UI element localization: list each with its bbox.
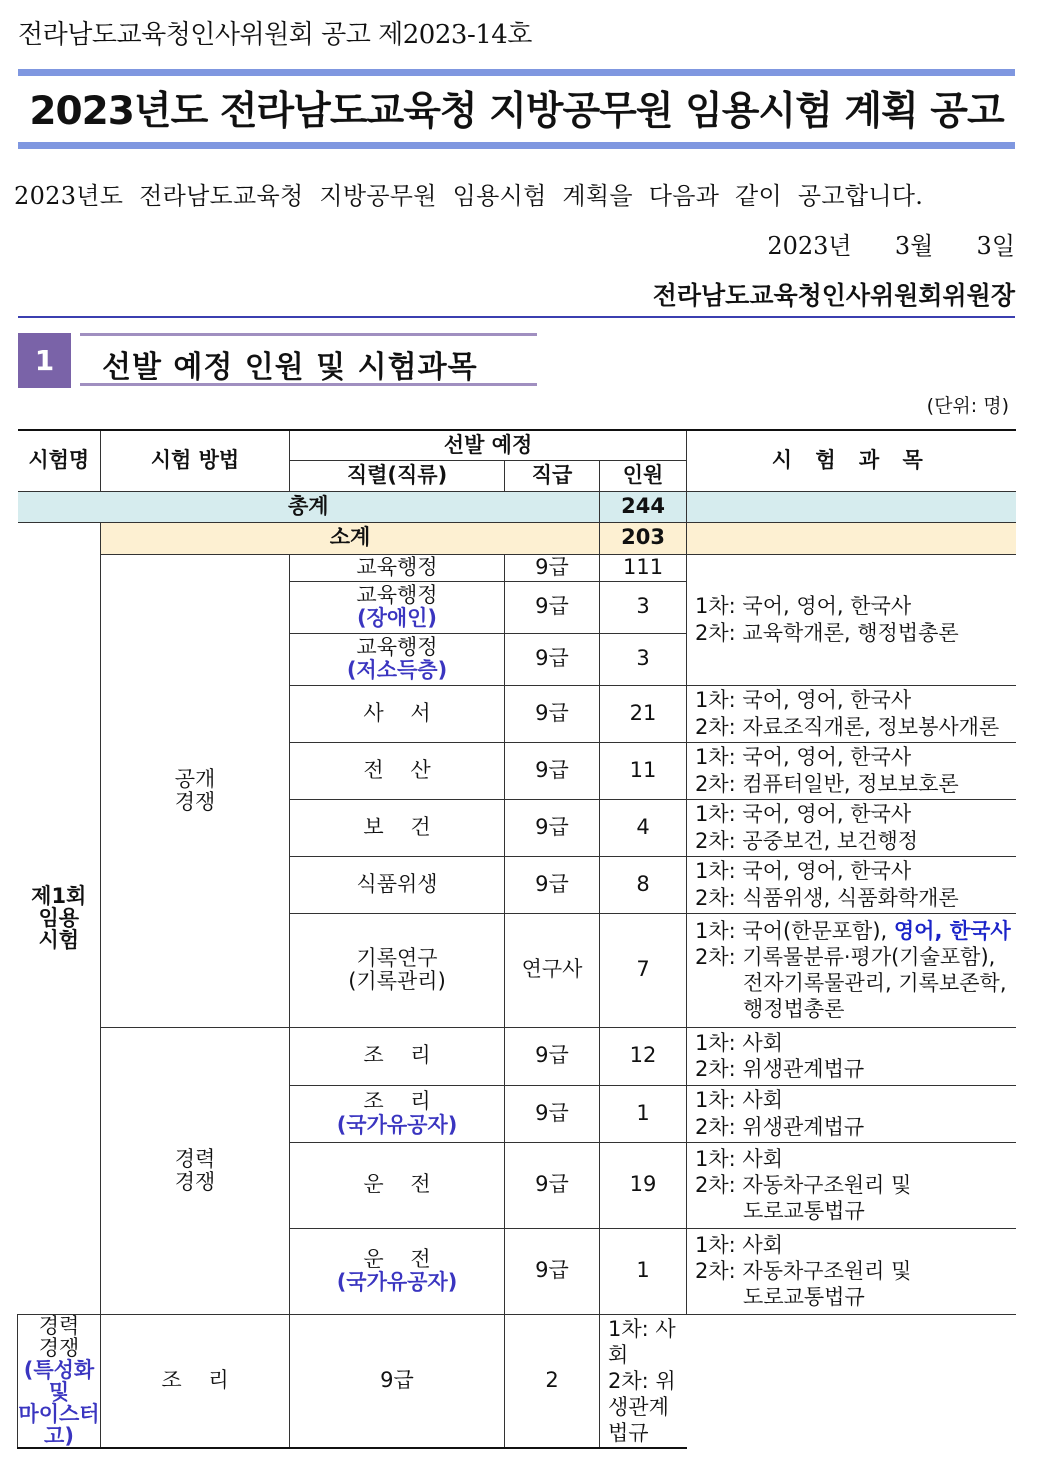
- count-cell: 111: [600, 554, 687, 581]
- position-cell: 식품위생: [290, 856, 505, 913]
- position-cell: [290, 554, 505, 581]
- subject-line: 2차: 자동차구조원리 및: [695, 1172, 912, 1197]
- position-name: 운 전: [363, 1246, 431, 1271]
- total-label: 총계: [18, 491, 600, 522]
- subjects-cell: [687, 685, 1016, 742]
- position-cell: 보 건: [290, 799, 505, 856]
- grade-cell: 9급: [505, 554, 600, 581]
- subject-line: 2차: 위생관계법규: [608, 1368, 676, 1445]
- subtotal-row: [18, 522, 1016, 554]
- method-career: 경력 경쟁: [101, 1027, 290, 1314]
- title-top-rule: [18, 69, 1015, 76]
- grade-cell: 9급: [290, 1314, 505, 1448]
- exam-round: 제1회 임용 시험: [18, 522, 101, 1314]
- subjects-cell: [600, 1314, 687, 1448]
- subject-line: 2차: 위생관계법규: [695, 1057, 865, 1081]
- grade-cell: 9급: [505, 1142, 600, 1228]
- subject-line: 1차: 국어, 영어, 한국사: [695, 688, 912, 713]
- method-open: 공개 경쟁: [101, 554, 290, 1027]
- subject-continuation: 도로교통법규: [743, 1285, 865, 1310]
- subject-line: 1차: 사회: [608, 1316, 676, 1367]
- count-cell: 3: [600, 581, 687, 633]
- grade-cell: 9급: [505, 1228, 600, 1314]
- position-note: (국가유공자): [336, 1270, 458, 1294]
- position-name: 기록연구: [356, 945, 438, 970]
- header-count: 인원: [600, 460, 687, 491]
- subject-line: 2차: 컴퓨터일반, 정보보호론: [695, 771, 959, 796]
- grade-cell: 9급: [505, 856, 600, 913]
- header-position: 직렬(직류): [290, 460, 505, 491]
- count-cell: 21: [600, 685, 687, 742]
- header-planned: 선발 예정: [290, 430, 687, 460]
- position-name: 교육행정: [356, 582, 438, 607]
- document-title: 2023년도 전라남도교육청 지방공무원 임용시험 계획 공고: [29, 89, 1004, 134]
- position-note: (국가유공자): [336, 1112, 458, 1137]
- intro-text: 2023년도 전라남도교육청 지방공무원 임용시험 계획을 다음과 같이 공고합니다.: [14, 182, 924, 210]
- notice-date: 2023년 3월 3일: [767, 232, 1015, 260]
- subject-line: 2차: 공중보건, 보건행정: [695, 828, 919, 853]
- header-subjects: 시 험 과 목: [687, 430, 1016, 491]
- position-cell: [290, 1228, 505, 1314]
- table-row: [18, 554, 1016, 581]
- count-cell: 4: [600, 799, 687, 856]
- section-number: 1: [18, 333, 71, 388]
- subject-part: 1차: 국어(한문포함),: [695, 918, 894, 943]
- subject-line: 2차: 기록물분류·평가(기술포함),: [695, 944, 996, 969]
- subjects-cell: [687, 1142, 1016, 1228]
- position-note: (장애인): [356, 606, 438, 630]
- position-cell: [290, 1085, 505, 1142]
- position-note: (저소득층): [346, 658, 448, 682]
- position-name: 조 리: [363, 1089, 431, 1114]
- unit-note: (단위: 명): [926, 395, 1009, 417]
- subject-line: 1차: 국어, 영어, 한국사: [695, 594, 912, 619]
- position-cell: 조 리: [290, 1027, 505, 1085]
- count-cell: 1: [600, 1085, 687, 1142]
- position-cell: [290, 913, 505, 1027]
- subjects-cell: [687, 554, 1016, 685]
- method-special: [18, 1314, 101, 1448]
- position-cell: [290, 633, 505, 685]
- method-special-label: 경력 경쟁: [38, 1313, 80, 1360]
- subject-line: 1차: 사회: [695, 1030, 784, 1055]
- subject-line: [695, 918, 1016, 944]
- subtotal-label: 소계: [101, 522, 600, 554]
- count-cell: 8: [600, 856, 687, 913]
- method-special-note: (특성화 및 마이스터고): [18, 1357, 100, 1448]
- subject-line: 2차: 자동차구조원리 및: [695, 1258, 912, 1283]
- count-cell: 1: [600, 1228, 687, 1314]
- subject-part-highlight: 영어, 한국사: [893, 918, 1011, 943]
- subject-line: 1차: 사회: [695, 1088, 784, 1113]
- header-method: 시험 방법: [101, 430, 290, 491]
- count-cell: 12: [600, 1027, 687, 1085]
- subject-line: [695, 1198, 1016, 1224]
- grade-cell: 9급: [505, 633, 600, 685]
- table-row: [18, 1314, 1016, 1448]
- subject-line: 1차: 국어, 영어, 한국사: [695, 802, 912, 827]
- title-bottom-rule: [18, 142, 1015, 149]
- issuer-rule: [18, 316, 1015, 318]
- subject-line: [695, 996, 1016, 1022]
- header-grade: 직급: [505, 460, 600, 491]
- subject-line: 1차: 국어, 영어, 한국사: [695, 859, 912, 884]
- subject-line: 1차: 사회: [695, 1232, 784, 1257]
- subjects-cell: [687, 742, 1016, 799]
- position-name: 교육행정: [356, 554, 438, 579]
- section-title: 선발 예정 인원 및 시험과목: [102, 350, 478, 385]
- total-row: [18, 491, 1016, 522]
- count-cell: 2: [505, 1314, 600, 1448]
- grade-cell: 9급: [505, 1085, 600, 1142]
- position-cell: 전 산: [290, 742, 505, 799]
- grade-cell: 9급: [505, 742, 600, 799]
- grade-cell: 9급: [505, 1027, 600, 1085]
- notice-number: 전라남도교육청인사위원회 공고 제2023-14호: [18, 20, 532, 50]
- total-count: 244: [600, 491, 687, 522]
- subjects-cell: [687, 1228, 1016, 1314]
- subject-line: 2차: 식품위생, 식품화학개론: [695, 885, 959, 910]
- subject-line: 2차: 교육학개론, 행정법총론: [695, 620, 959, 645]
- selection-table: [17, 429, 1016, 1449]
- count-cell: 7: [600, 913, 687, 1027]
- count-cell: 3: [600, 633, 687, 685]
- subtotal-subjects-empty: [687, 522, 1016, 554]
- subjects-cell: [687, 799, 1016, 856]
- grade-cell: 9급: [505, 685, 600, 742]
- subjects-cell: [687, 1085, 1016, 1142]
- count-cell: 19: [600, 1142, 687, 1228]
- total-subjects-empty: [687, 491, 1016, 522]
- subject-line: 1차: 국어, 영어, 한국사: [695, 745, 912, 770]
- subject-continuation: 행정법총론: [743, 997, 845, 1022]
- header-exam-name: 시험명: [18, 430, 101, 491]
- subject-line: [695, 970, 1016, 996]
- issuer-name: 전라남도교육청인사위원회위원장: [652, 281, 1015, 310]
- position-cell: 사 서: [290, 685, 505, 742]
- grade-cell: 연구사: [505, 913, 600, 1027]
- subjects-cell: [687, 1027, 1016, 1085]
- position-cell: [290, 581, 505, 633]
- position-cell: 운 전: [290, 1142, 505, 1228]
- grade-cell: 9급: [505, 581, 600, 633]
- subjects-cell: [687, 856, 1016, 913]
- count-cell: 11: [600, 742, 687, 799]
- position-cell: 조 리: [101, 1314, 290, 1448]
- subject-continuation: 도로교통법규: [743, 1199, 865, 1224]
- grade-cell: 9급: [505, 799, 600, 856]
- subject-continuation: 전자기록물관리, 기록보존학,: [743, 971, 1007, 995]
- section-heading: [80, 333, 537, 386]
- subject-line: 1차: 사회: [695, 1146, 784, 1171]
- position-name: 교육행정: [356, 634, 438, 659]
- table-row: [18, 1027, 1016, 1085]
- subject-line: [695, 1284, 1016, 1310]
- subject-line: 2차: 자료조직개론, 정보봉사개론: [695, 714, 1000, 739]
- position-note: (기록관리): [348, 969, 446, 993]
- subtotal-count: 203: [600, 522, 687, 554]
- subject-line: 2차: 위생관계법규: [695, 1114, 865, 1139]
- subjects-cell: [687, 913, 1016, 1027]
